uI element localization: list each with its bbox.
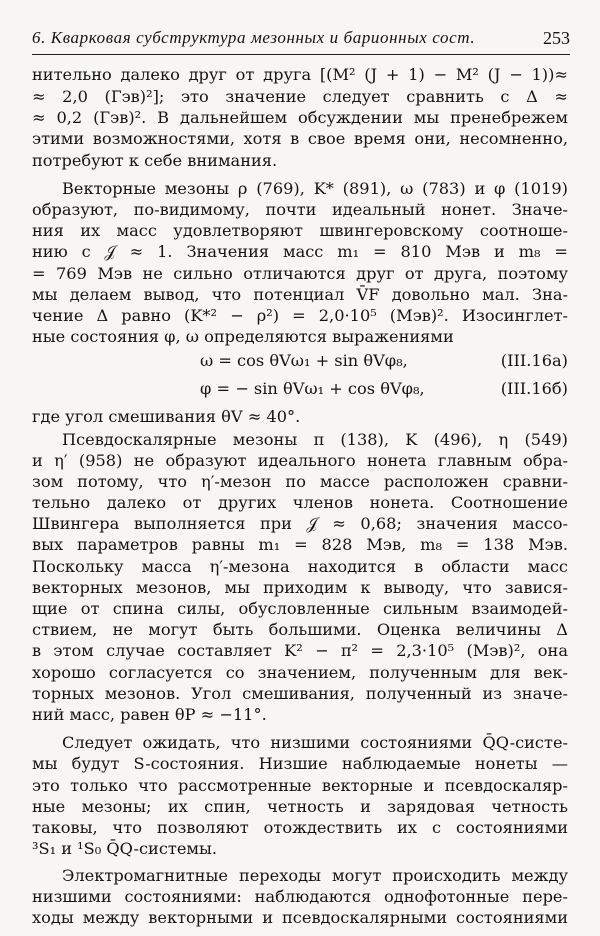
equation-III-16a <box>32 348 568 374</box>
text-line: Векторные мезоны ρ (769), K* (891), ω (783) и φ (1019) <box>62 178 568 198</box>
text-line: чение Δ равно (K*² − ρ²) = 2,0·10⁵ (Мэв)². Изосинглет- <box>32 305 568 325</box>
text-line: и η′ (958) не образуют идеального нонета главным обра- <box>32 450 568 470</box>
text-line: зом потому, что η′-мезон по массе расположен сравни- <box>32 471 568 491</box>
text-line: вых параметров равны m₁ = 828 Мэв, m₈ = 138 Мэв. <box>32 535 568 555</box>
text-line: векторных мезонов, мы приходим к выводу, что завися- <box>32 577 568 597</box>
text-line: потребуют к себе внимания. <box>32 150 278 170</box>
text-line: ствием, не могут быть большими. Оценка величины Δ <box>32 620 568 640</box>
equation-III-16b <box>32 376 568 402</box>
text-line: низшими состояниями: наблюдаются однофотонные пере- <box>32 886 568 906</box>
text-line: ний масс, равен θP ≈ −11°. <box>32 704 267 724</box>
running-title: 6. Кварковая субструктура мезонных и барионных сост. <box>32 28 476 47</box>
text-line: ³S₁ и ¹S₀ Q̄Q-системы. <box>32 839 218 859</box>
equation-text: φ = − sin θVω₁ + cos θVφ₈, <box>200 379 425 399</box>
text-line: Поскольку масса η′-мезона находится в области масс <box>32 556 568 576</box>
text-line: мы будут S-состояния. Низшие наблюдаемые нонеты — <box>32 754 568 774</box>
page-number: 253 <box>543 28 570 48</box>
text-line: тельно далеко от других членов нонета. Соотношение <box>32 493 568 513</box>
running-header <box>32 14 570 55</box>
text-line: Псевдоскалярные мезоны π (138), K (496), η (549) <box>62 429 568 449</box>
text-line: в этом случае составляет K² − π² = 2,3·10⁵ (Мэв)², она <box>32 641 568 661</box>
text-line: = 769 Мэв не сильно отличаются друг от друга, поэтому <box>32 263 568 283</box>
equation-number: (III.16a) <box>500 351 568 371</box>
text-line: Электромагнитные переходы могут происходить между <box>62 865 568 885</box>
equation-number: (III.16б) <box>500 379 568 399</box>
text-line: ходы между векторными и псевдоскалярными состояниями <box>32 908 568 927</box>
text-line: щие от спина силы, обусловленные сильным взаимодей- <box>32 599 568 619</box>
text-line: где угол смешивания θV ≈ 40°. <box>32 406 301 426</box>
text-line: образуют, по-видимому, почти идеальный нонет. Значе- <box>32 200 568 220</box>
text-line: ≈ 0,2 (Гэв)². В дальнейшем обсуждении мы пренебрежем <box>32 108 568 128</box>
text-line: Следует ожидать, что низшими состояниями Q̄Q-систе- <box>62 733 568 753</box>
text-line: мы делаем вывод, что потенциал V̄F довольно мал. Зна- <box>32 284 568 304</box>
text-line: таковы, что позволяют отождествить их с состояниями <box>32 817 568 837</box>
text-line: это только что рассмотренные векторные и псевдоскаляр- <box>32 775 568 795</box>
text-line: ≈ 2,0 (Гэв)²]; это значение следует сравнить с Δ ≈ <box>32 87 568 107</box>
text-line: нию с 𝒥 ≈ 1. Значения масс m₁ = 810 Мэв и m₈ = <box>32 242 568 262</box>
text-line: нительно далеко друг от друга [(M² (J + 1) − M² (J − 1))≈ <box>32 65 568 84</box>
text-line: торных мезонов. Угол смешивания, полученный из значе- <box>32 683 568 703</box>
text-line: хорошо согласуется со значением, полученным для век- <box>32 662 568 682</box>
text-line: ные мезоны; их спин, четность и зарядовая четность <box>32 796 568 816</box>
equation-text: ω = cos θVω₁ + sin θVφ₈, <box>200 351 408 371</box>
text-line: ные состояния φ, ω определяются выражениями <box>32 327 454 347</box>
text-line: ния их масс удовлетворяют швингеровскому соотноше- <box>32 221 568 241</box>
text-line: Швингера выполняется при 𝒥 ≈ 0,68; значения массо- <box>32 514 568 534</box>
text-line: этими возможностями, хотя в свое время они, несомненно, <box>32 129 568 149</box>
